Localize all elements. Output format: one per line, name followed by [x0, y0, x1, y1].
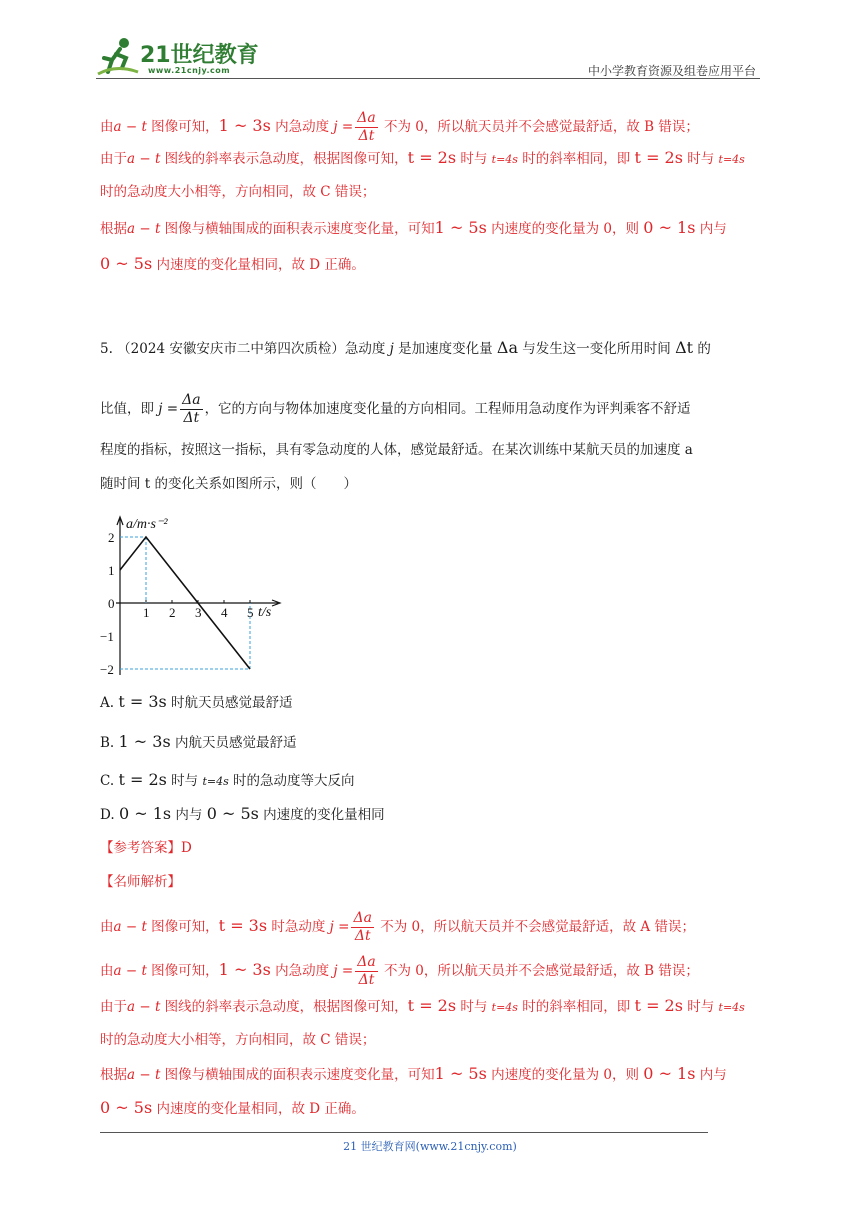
analysis-line-c2: 时的急动度大小相等，方向相同，故 C 错误； — [100, 1032, 376, 1048]
fraction: $\frac{\Delta a}{\Delta t}$ — [357, 110, 376, 144]
y-axis-label: a/m·s⁻² — [126, 517, 168, 532]
x-tick-label: 2 — [169, 605, 176, 620]
y-tick-label: 2 — [108, 530, 115, 545]
question-line-2: 比值，即 j = $\frac{\Delta a}{\Delta t}$ ，它的方向与物体加速度变化量的方向相同。工程师用急动度作为评判乘客不舒适 — [100, 392, 691, 426]
y-tick-label: −1 — [100, 629, 114, 644]
question-line-3: 程度的指标，按照这一指标，具有零急动度的人体，感觉最舒适。在某次训练中某航天员的加速度 a — [100, 442, 693, 458]
analysis-line-d1: 根据a − t 图像与横轴围成的面积表示速度变化量，可知1 ~ 5s 内速度的变化量为 0，则 0 ~ 1s 内与 — [100, 1064, 727, 1083]
y-tick-label: 0 — [108, 596, 115, 611]
platform-name: 中小学教育资源及组卷应用平台 — [587, 64, 756, 78]
fraction: $\frac{\Delta a}{\Delta t}$ — [182, 392, 201, 426]
reference-answer: 【参考答案】D — [100, 840, 192, 856]
x-tick-label: 4 — [221, 605, 228, 620]
top-line-d1: 根据a − t 图像与横轴围成的面积表示速度变化量，可知1 ~ 5s 内速度的变化量为 0，则 0 ~ 1s 内与 — [100, 218, 727, 237]
x-tick-label: 3 — [195, 605, 202, 620]
footer-text: 21 世纪教育网(www.21cnjy.com) — [343, 1140, 517, 1153]
logo-url: www.21cnjy.com — [148, 66, 231, 75]
option-b[interactable]: B. 1 ~ 3s 内航天员感觉最舒适 — [100, 732, 297, 751]
top-line-b: 由a − t 图像可知，1 ~ 3s 内急动度 j = $\frac{\Delta a}{\Delta t}$ 不为 0，所以航天员并不会感觉最舒适，故 B 错误； — [100, 110, 699, 144]
fraction: $\frac{\Delta a}{\Delta t}$ — [353, 910, 372, 944]
analysis-line-d2: 0 ~ 5s 内速度的变化量相同，故 D 正确。 — [100, 1098, 365, 1117]
analysis-heading: 【名师解析】 — [100, 874, 181, 890]
top-line-c2: 时的急动度大小相等，方向相同，故 C 错误； — [100, 184, 376, 200]
y-tick-label: −2 — [100, 662, 114, 677]
analysis-line-c1: 由于a − t 图线的斜率表示急动度，根据图像可知，t = 2s 时与 t=4s 时的斜率相同，即 t = 2s 时与 t=4s — [100, 996, 745, 1015]
question-line-1: 5. （2024 安徽安庆市二中第四次质检）急动度 j 是加速度变化量 Δa 与发生这一变化所用时间 Δt 的 — [100, 338, 711, 357]
fraction: $\frac{\Delta a}{\Delta t}$ — [357, 954, 376, 988]
top-line-c1: 由于a − t 图线的斜率表示急动度，根据图像可知，t = 2s 时与 t=4s 时的斜率相同，即 t = 2s 时与 t=4s — [100, 148, 745, 167]
page-header — [96, 28, 760, 84]
runner-icon — [96, 34, 140, 78]
y-tick-label: 1 — [108, 563, 115, 578]
option-d[interactable]: D. 0 ~ 1s 内与 0 ~ 5s 内速度的变化量相同 — [100, 804, 385, 823]
x-tick-label: 1 — [143, 605, 150, 620]
top-line-d2: 0 ~ 5s 内速度的变化量相同，故 D 正确。 — [100, 254, 365, 273]
question-line-4: 随时间 t 的变化关系如图所示，则（ ） — [100, 476, 358, 492]
header-divider — [96, 78, 760, 79]
logo-brand: 21世纪教育 — [140, 43, 259, 68]
analysis-line-a: 由a − t 图像可知，t = 3s 时急动度 j = $\frac{\Delta a}{\Delta t}$ 不为 0，所以航天员并不会感觉最舒适，故 A 错误； — [100, 910, 695, 944]
analysis-line-b: 由a − t 图像可知，1 ~ 3s 内急动度 j = $\frac{\Delta a}{\Delta t}$ 不为 0，所以航天员并不会感觉最舒适，故 B 错误； — [100, 954, 699, 988]
option-c[interactable]: C. t = 2s 时与 t=4s 时的急动度等大反向 — [100, 770, 355, 789]
footer-divider — [100, 1132, 708, 1133]
x-axis-label: t/s — [258, 605, 272, 620]
site-logo — [96, 34, 266, 78]
x-tick-label: 5 — [247, 605, 254, 620]
a-t-chart — [98, 500, 298, 680]
option-a[interactable]: A. t = 3s 时航天员感觉最舒适 — [100, 692, 293, 711]
